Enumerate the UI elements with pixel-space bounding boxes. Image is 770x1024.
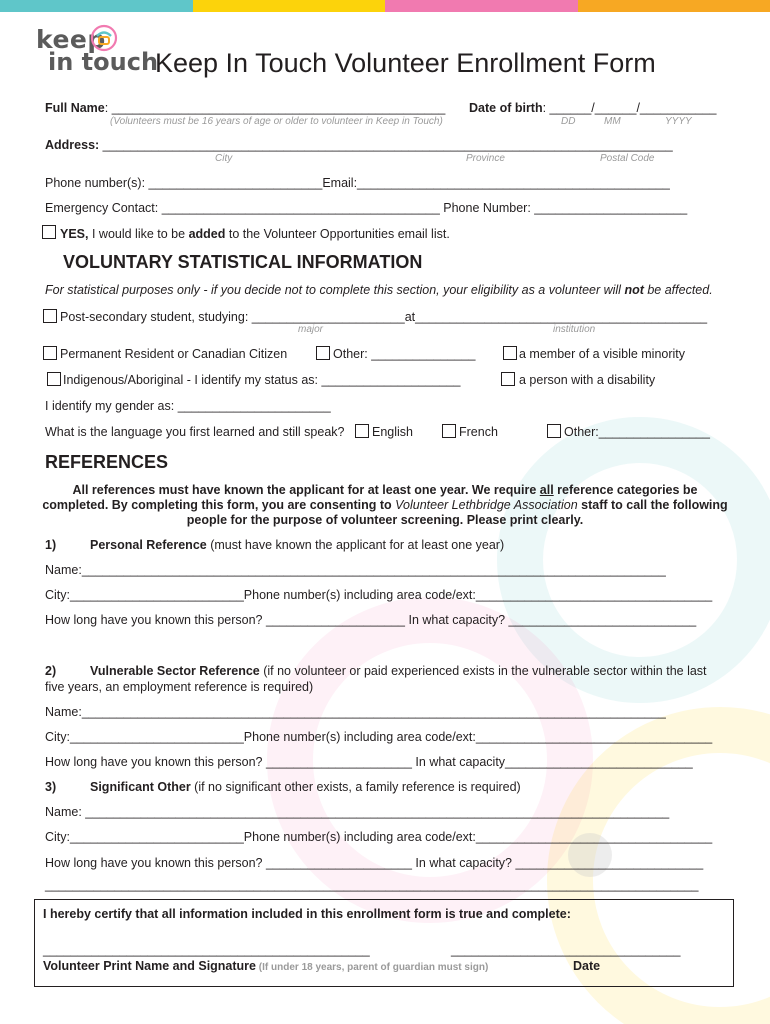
disability-checkbox[interactable] bbox=[501, 372, 515, 386]
logo-text-in-touch: in touch bbox=[48, 48, 159, 76]
yes-text: YES, bbox=[60, 227, 89, 241]
other-status-field[interactable]: Other: _______________ bbox=[333, 347, 476, 361]
ref3-number: 3) bbox=[45, 780, 57, 794]
gender-field[interactable]: I identify my gender as: ______________________ bbox=[45, 399, 331, 413]
major-hint: major bbox=[298, 324, 324, 335]
ref3-name-field[interactable]: Name: ____________________________________________________________________________________ bbox=[45, 805, 670, 819]
ref1-name-field[interactable]: Name:____________________________________________________________________________________ bbox=[45, 563, 666, 577]
postsecondary-field[interactable]: Post-secondary student, studying: ______________________at__________________________________________ bbox=[60, 310, 708, 324]
dob-dd: DD bbox=[561, 116, 576, 127]
top-color-bar bbox=[0, 0, 770, 12]
french-label: French bbox=[459, 425, 498, 439]
ref1-howlong-field[interactable]: How long have you known this person? ____________________ In what capacity? ___________________________ bbox=[45, 613, 697, 627]
stats-intro: For statistical purposes only - if you decide not to complete this section, your eligibility as a volunteer will not be affected. bbox=[45, 283, 713, 297]
ref2-howlong-field[interactable]: How long have you known this person? _____________________ In what capacity___________________________ bbox=[45, 755, 693, 769]
bar-segment-pink bbox=[385, 0, 578, 12]
stats-heading: VOLUNTARY STATISTICAL INFORMATION bbox=[63, 252, 423, 272]
emergency-contact-row[interactable]: Emergency Contact: ________________________________________ Phone Number: ______________________ bbox=[45, 201, 688, 215]
indigenous-field[interactable]: Indigenous/Aboriginal - I identify my status as: ____________________ bbox=[63, 373, 461, 387]
dob-yyyy: YYYY bbox=[665, 116, 692, 127]
address-province-hint: Province bbox=[466, 153, 505, 164]
signature-line[interactable]: _______________________________________________ bbox=[43, 943, 370, 957]
institution-hint: institution bbox=[553, 324, 596, 335]
dob-mm: MM bbox=[604, 116, 621, 127]
address-city-hint: City bbox=[215, 153, 233, 164]
language-question: What is the language you first learned and still speak? bbox=[45, 425, 345, 439]
ref2-heading: Vulnerable Sector Reference (if no volunteer or paid experienced exists in the vulnerable sector within the last bbox=[90, 664, 707, 678]
full-name-field[interactable]: : ________________________________________________ bbox=[104, 101, 446, 115]
postsecondary-checkbox[interactable] bbox=[43, 309, 57, 323]
disability-label: a person with a disability bbox=[519, 373, 656, 387]
full-name-label: Full Name bbox=[45, 101, 105, 115]
ref2-heading-cont: five years, an employment reference is required) bbox=[45, 680, 314, 694]
french-checkbox[interactable] bbox=[442, 424, 456, 438]
ref1-city-phone-field[interactable]: City:_________________________Phone number(s) including area code/ext:__________________________________ bbox=[45, 588, 713, 602]
email-list-label: YES, I would like to be added to the Volunteer Opportunities email list. bbox=[60, 227, 450, 241]
ref3-heading: Significant Other (if no significant other exists, a family reference is required) bbox=[90, 780, 521, 794]
address-postal-hint: Postal Code bbox=[600, 153, 655, 164]
ref1-heading: Personal Reference (must have known the applicant for at least one year) bbox=[90, 538, 505, 552]
ref2-city-phone-field[interactable]: City:_________________________Phone number(s) including area code/ext:__________________________________ bbox=[45, 730, 713, 744]
date-label: Date bbox=[573, 959, 601, 973]
english-checkbox[interactable] bbox=[355, 424, 369, 438]
bar-segment-orange bbox=[578, 0, 770, 12]
address-label: Address: bbox=[45, 138, 100, 152]
bar-segment-yellow bbox=[193, 0, 386, 12]
pr-checkbox[interactable] bbox=[43, 346, 57, 360]
email-list-checkbox[interactable] bbox=[42, 225, 56, 239]
address-row[interactable] bbox=[45, 138, 673, 152]
date-line[interactable]: _________________________________ bbox=[451, 943, 681, 957]
other-status-checkbox[interactable] bbox=[316, 346, 330, 360]
dob-field[interactable]: : ______/______/___________ bbox=[542, 101, 717, 115]
ref2-number: 2) bbox=[45, 664, 57, 678]
dob-row[interactable] bbox=[469, 101, 716, 115]
references-heading: REFERENCES bbox=[45, 452, 169, 472]
language-other-field[interactable]: Other:________________ bbox=[564, 425, 710, 439]
certification-statement: I hereby certify that all information included in this enrollment form is true and complete: bbox=[43, 907, 571, 921]
references-note: All references must have known the applicant for at least one year. We require all reference categories be completed. By completing this form, you are consenting to Volunteer Lethbridge Association staff to call the following people for the purpose of volunteer screening. Please print clearly. bbox=[42, 483, 728, 527]
page-title: Keep In Touch Volunteer Enrollment Form bbox=[155, 48, 656, 78]
ref1-number: 1) bbox=[45, 538, 57, 552]
dob-label: Date of birth bbox=[469, 101, 543, 115]
indigenous-checkbox[interactable] bbox=[47, 372, 61, 386]
bar-segment-teal bbox=[0, 0, 193, 12]
minority-checkbox[interactable] bbox=[503, 346, 517, 360]
full-name-row[interactable] bbox=[45, 101, 445, 115]
age-note: (Volunteers must be 16 years of age or older to volunteer in Keep in Touch) bbox=[110, 116, 443, 127]
ref3-city-phone-field[interactable]: City:_________________________Phone number(s) including area code/ext:__________________________________ bbox=[45, 830, 713, 844]
ref3-extra-line[interactable]: ______________________________________________________________________________________________ bbox=[45, 878, 699, 892]
ref2-name-field[interactable]: Name:____________________________________________________________________________________ bbox=[45, 705, 666, 719]
minority-label: a member of a visible minority bbox=[519, 347, 686, 361]
language-other-checkbox[interactable] bbox=[547, 424, 561, 438]
ref3-howlong-field[interactable]: How long have you known this person? _____________________ In what capacity? ___________________________ bbox=[45, 856, 704, 870]
english-label: English bbox=[372, 425, 413, 439]
pr-label: Permanent Resident or Canadian Citizen bbox=[60, 347, 288, 361]
logo-text-keep: keep bbox=[36, 25, 106, 54]
signature-label: Volunteer Print Name and Signature (If under 18 years, parent of guardian must sign) bbox=[43, 959, 489, 973]
address-field[interactable]: __________________________________________________________________________________ bbox=[99, 138, 673, 152]
phone-email-row[interactable]: Phone number(s): _________________________Email:_____________________________________________ bbox=[45, 176, 670, 190]
